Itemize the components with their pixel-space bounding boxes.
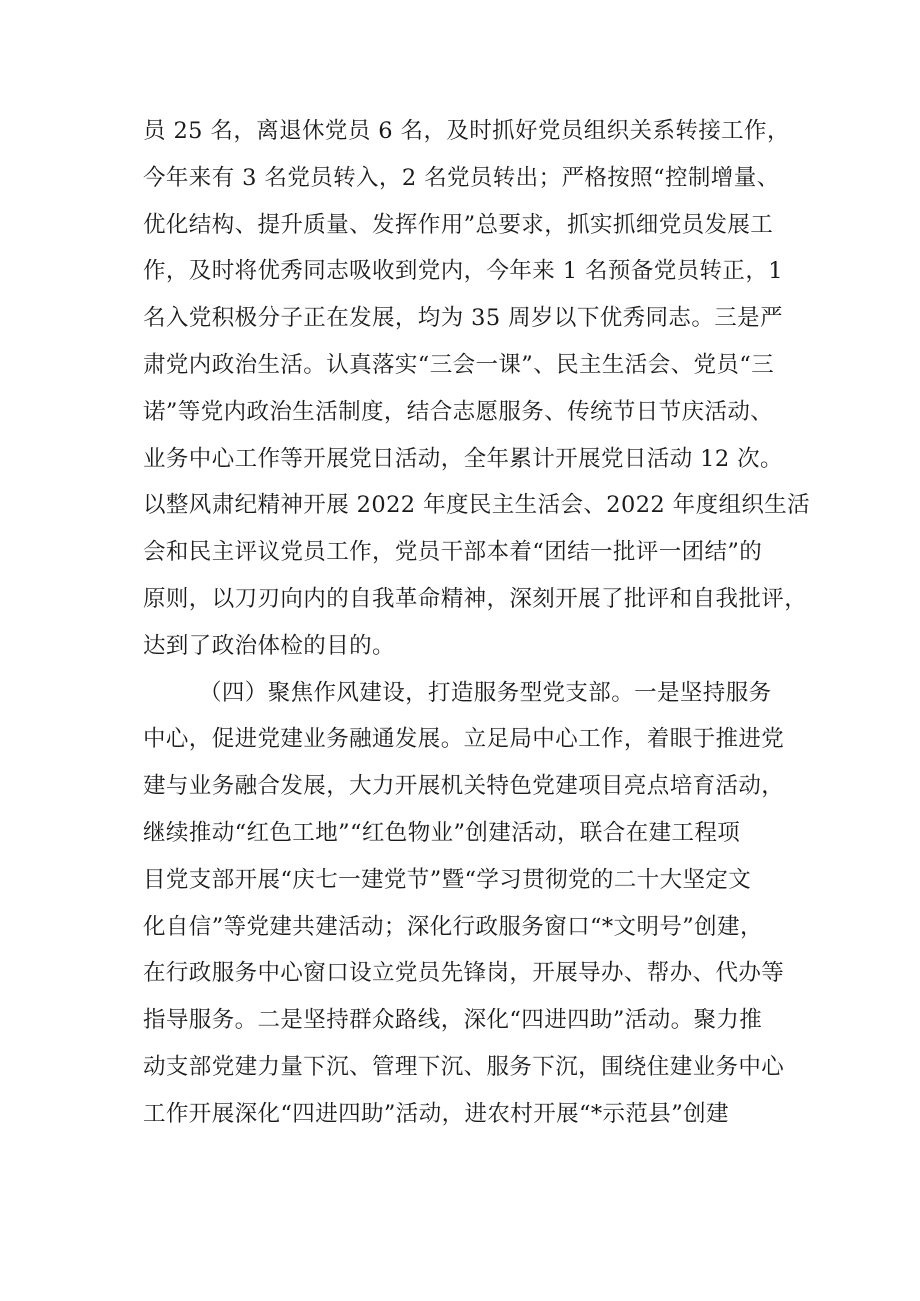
text-line-8: 业务中心工作等开展党日活动，全年累计开展党日活动 12 次。	[143, 445, 783, 472]
text-line-1: 员 25 名，离退休党员 6 名，及时抓好党员组织关系转接工作，	[143, 118, 790, 144]
text-line-5: 名入党积极分子正在发展，均为 35 周岁以下优秀同志。三是严	[143, 305, 783, 332]
section-heading-line: （四）聚焦作风建设，打造服务型党支部。一是坚持服务	[199, 679, 772, 706]
text-line-9: 以整风肃纪精神开展 2022 年度民主生活会、2022 年度组织生活	[143, 492, 811, 519]
text-line-14: 中心，促进党建业务融通发展。立足局中心工作，着眼于推进党	[143, 726, 785, 753]
text-line-21: 动支部党建力量下沉、管理下沉、服务下沉，围绕住建业务中心	[143, 1053, 785, 1080]
text-line-6: 肃党内政治生活。认真落实“三会一课”、民主生活会、党员“三	[143, 351, 775, 378]
text-line-17: 目党支部开展“庆七一建党节”暨“学习贯彻党的二十大坚定文	[143, 866, 752, 893]
text-line-15: 建与业务融合发展，大力开展机关特色党建项目亮点培育活动，	[143, 773, 785, 800]
body-text	[143, 108, 811, 1138]
text-line-2: 今年来有 3 名党员转入，2 名党员转出；严格按照“控制增量、	[143, 164, 780, 191]
text-line-16: 继续推动“红色工地”“红色物业”创建活动，联合在建工程项	[143, 819, 741, 846]
text-line-4: 作，及时将优秀同志吸收到党内，今年来 1 名预备党员转正，1	[143, 258, 783, 285]
text-line-19: 在行政服务中心窗口设立党员先锋岗，开展导办、帮办、代办等	[143, 960, 785, 987]
text-line-20: 指导服务。二是坚持群众路线，深化“四进四助”活动。聚力推	[143, 1007, 763, 1034]
text-line-3: 优化结构、提升质量、发挥作用”总要求，抓实抓细党员发展工	[143, 211, 774, 238]
text-line-22: 工作开展深化“四进四助”活动，进农村开展“*示范县”创建	[143, 1100, 729, 1127]
text-line-10: 会和民主评议党员工作，党员干部本着“团结一批评一团结”的	[143, 539, 763, 566]
text-line-12: 达到了政治体检的目的。	[143, 632, 395, 659]
text-line-11: 原则，以刀刃向内的自我革命精神，深刻开展了批评和自我批评，	[143, 585, 808, 612]
text-line-18: 化自信”等党建共建活动；深化行政服务窗口“*文明号”创建，	[143, 913, 763, 940]
text-line-7: 诺”等党内政治生活制度，结合志愿服务、传统节日节庆活动、	[143, 398, 774, 425]
